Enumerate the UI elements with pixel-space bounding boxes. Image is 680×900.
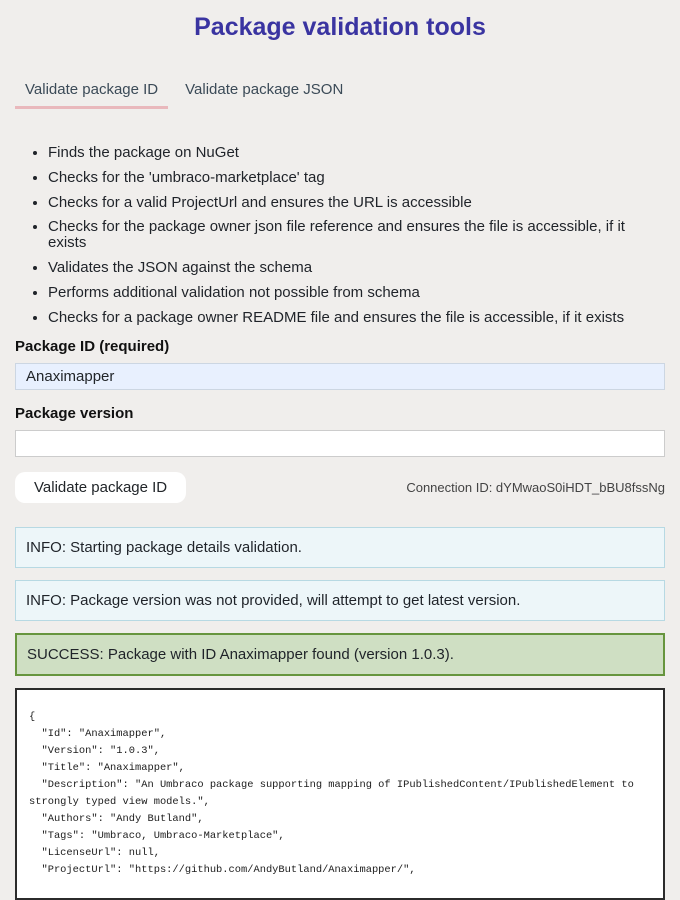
list-item: • Checks for a package owner README file and ensures the file is accessible, if it exists <box>48 310 665 326</box>
info-message: INFO: Package version was not provided, will attempt to get latest version. <box>15 580 665 621</box>
code-line: "Id": "Anaximapper", <box>29 727 167 740</box>
tab-bar <box>15 81 665 109</box>
page <box>0 13 680 900</box>
package-version-label: Package version <box>15 404 134 422</box>
list-item: • Checks for a valid ProjectUrl and ensures the URL is accessible <box>48 195 665 211</box>
package-version-field[interactable] <box>15 430 665 457</box>
list-item: • Finds the package on NuGet <box>48 145 665 161</box>
code-line: { <box>29 710 36 723</box>
list-item: • Checks for the 'umbraco-marketplace' tag <box>48 170 665 186</box>
connection-id-text: Connection ID: dYMwaoS0iHDT_bBU8fssNg <box>406 479 665 495</box>
package-id-label: Package ID (required) <box>15 337 170 355</box>
code-line: "Title": "Anaximapper", <box>29 761 185 774</box>
code-line: strongly typed view models.", <box>29 795 210 808</box>
success-message: SUCCESS: Package with ID Anaximapper found (version 1.0.3). <box>15 633 665 676</box>
code-line: "Version": "1.0.3", <box>29 744 160 757</box>
validate-package-id-button[interactable]: Validate package ID <box>15 472 186 503</box>
log-messages <box>15 527 665 676</box>
code-line: "Tags": "Umbraco, Umbraco-Marketplace", <box>29 829 285 842</box>
page-title: Package validation tools <box>194 13 486 41</box>
code-line: "ProjectUrl": "https://github.com/AndyButland/Anaximapper/", <box>29 863 416 876</box>
package-json-output <box>15 688 665 900</box>
tab-validate-package-json[interactable]: Validate package JSON <box>185 81 344 98</box>
code-line: "Authors": "Andy Butland", <box>29 812 204 825</box>
info-message: INFO: Starting package details validation. <box>15 527 665 568</box>
code-line: "Description": "An Umbraco package supporting mapping of IPublishedContent/IPublishedElement to <box>29 778 634 791</box>
list-item: • Validates the JSON against the schema <box>48 260 665 276</box>
package-id-field[interactable] <box>15 363 665 390</box>
list-item: • Checks for the package owner json file reference and ensures the file is accessible, if it exists <box>48 219 665 251</box>
validation-checks-list <box>15 145 665 326</box>
tab-validate-package-id[interactable]: Validate package ID <box>15 81 168 109</box>
list-item: • Performs additional validation not possible from schema <box>48 285 665 301</box>
action-row <box>15 472 665 503</box>
code-line: "LicenseUrl": null, <box>29 846 160 859</box>
